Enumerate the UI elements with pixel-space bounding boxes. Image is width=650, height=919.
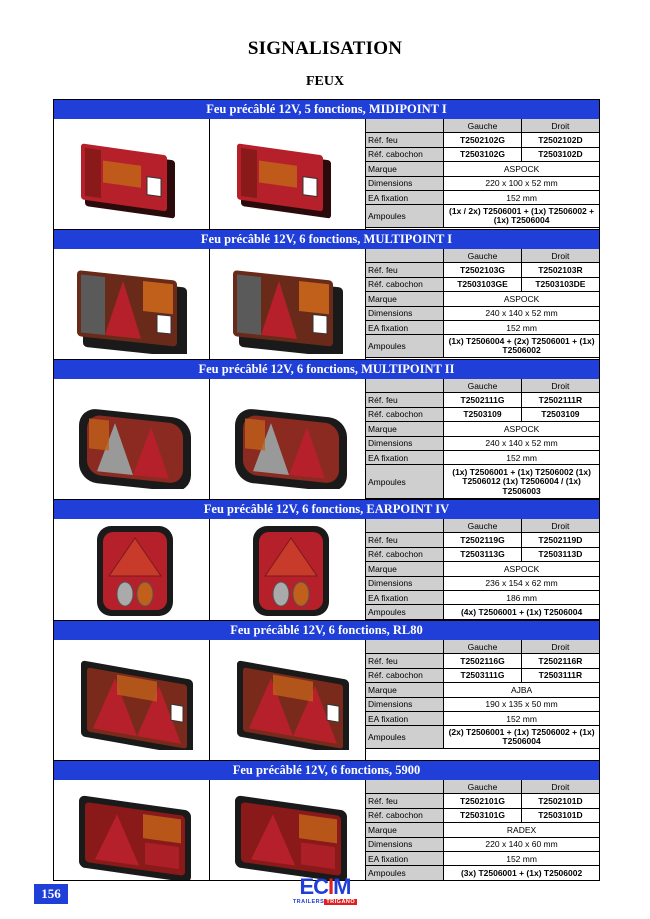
label-ref-cabochon: Réf. cabochon (366, 147, 444, 161)
product-photo-right (210, 780, 366, 880)
product-photo-right (210, 249, 366, 359)
label-marque: Marque (366, 292, 444, 306)
col-header-droit: Droit (521, 119, 599, 133)
product-row (54, 780, 599, 880)
ref-feu-gauche: T2502101G (444, 794, 522, 808)
ref-feu-gauche: T2502102G (444, 133, 522, 147)
label-ampoules: Ampoules (366, 726, 444, 749)
col-header-droit: Droit (521, 780, 599, 794)
dimensions-value: 236 x 154 x 62 mm (444, 576, 599, 590)
col-header-gauche: Gauche (444, 519, 522, 533)
page-subtitle: FEUX (305, 74, 345, 89)
ref-feu-droit: T2502102D (521, 133, 599, 147)
label-dimensions: Dimensions (366, 176, 444, 190)
tail-lamp-right-icon (213, 780, 363, 880)
ref-feu-droit: T2502116R (521, 654, 599, 668)
product-title-band: Feu précâblé 12V, 6 fonctions, EARPOINT IV (54, 499, 599, 519)
tail-lamp-left-icon (57, 520, 207, 620)
product-row (54, 379, 599, 499)
ref-feu-droit: T2502119D (521, 533, 599, 547)
marque-value: ASPOCK (444, 162, 599, 176)
tail-lamp-left-icon (57, 254, 207, 354)
dimensions-value: 190 x 135 x 50 mm (444, 697, 599, 711)
tail-lamp-right-icon (213, 254, 363, 354)
label-dimensions: Dimensions (366, 306, 444, 320)
product-photo-right (210, 119, 366, 229)
dimensions-value: 240 x 140 x 52 mm (444, 306, 599, 320)
label-dimensions: Dimensions (366, 697, 444, 711)
label-ea-fixation: EA fixation (366, 590, 444, 604)
label-ampoules: Ampoules (366, 335, 444, 358)
ecim-logo: ECIM TRAILERS TRIGANO (292, 874, 356, 905)
ref-cabochon-droit: T2503113D (521, 547, 599, 561)
label-marque: Marque (366, 422, 444, 436)
label-ref-feu: Réf. feu (366, 533, 444, 547)
label-ref-feu: Réf. feu (366, 133, 444, 147)
product-title-band: Feu précâblé 12V, 6 fonctions, MULTIPOINT I (54, 229, 599, 249)
ref-cabochon-gauche: T2503103GE (444, 277, 522, 291)
label-ampoules: Ampoules (366, 866, 444, 881)
label-marque: Marque (366, 562, 444, 576)
page-title: SIGNALISATION (247, 38, 403, 59)
ea-fixation-value: 152 mm (444, 320, 599, 334)
ea-fixation-value: 152 mm (444, 851, 599, 865)
label-ea-fixation: EA fixation (366, 190, 444, 204)
label-dimensions: Dimensions (366, 837, 444, 851)
ref-feu-gauche: T2502103G (444, 263, 522, 277)
label-ea-fixation: EA fixation (366, 320, 444, 334)
ref-cabochon-gauche: T2503113G (444, 547, 522, 561)
label-ref-feu: Réf. feu (366, 654, 444, 668)
product-row (54, 640, 599, 760)
product-photo-left (54, 519, 210, 620)
dimensions-value: 220 x 140 x 60 mm (444, 837, 599, 851)
ref-feu-droit: T2502101D (521, 794, 599, 808)
ref-cabochon-droit: T2503101D (521, 808, 599, 822)
col-header-gauche: Gauche (444, 379, 522, 393)
product-title-band: Feu précâblé 12V, 6 fonctions, 5900 (54, 760, 599, 780)
tail-lamp-left-icon (57, 650, 207, 750)
col-header-droit: Droit (521, 379, 599, 393)
product-photo-right (210, 519, 366, 620)
ampoules-value: (1x) T2506004 + (2x) T2506001 + (1x) T2506002 (444, 335, 599, 358)
spec-corner (366, 519, 444, 533)
label-ref-cabochon: Réf. cabochon (366, 808, 444, 822)
col-header-droit: Droit (521, 519, 599, 533)
col-header-droit: Droit (521, 640, 599, 654)
product-photo-left (54, 379, 210, 499)
ref-cabochon-droit: T2503102D (521, 147, 599, 161)
dimensions-value: 220 x 100 x 52 mm (444, 176, 599, 190)
label-ref-cabochon: Réf. cabochon (366, 668, 444, 682)
label-ea-fixation: EA fixation (366, 851, 444, 865)
product-title-band: Feu précâblé 12V, 6 fonctions, RL80 (54, 620, 599, 640)
dimensions-value: 240 x 140 x 52 mm (444, 436, 599, 450)
product-photo-right (210, 379, 366, 499)
spec-corner (366, 780, 444, 794)
product-photo-left (54, 249, 210, 359)
ref-cabochon-gauche: T2503109 (444, 407, 522, 421)
product-photo-right (210, 640, 366, 760)
ref-cabochon-gauche: T2503102G (444, 147, 522, 161)
tail-lamp-left-icon (57, 124, 207, 224)
product-photo-left (54, 780, 210, 880)
label-ref-feu: Réf. feu (366, 393, 444, 407)
spec-table (366, 519, 599, 620)
spec-table (366, 640, 599, 760)
label-ea-fixation: EA fixation (366, 711, 444, 725)
label-marque: Marque (366, 823, 444, 837)
marque-value: AJBA (444, 683, 599, 697)
marque-value: ASPOCK (444, 562, 599, 576)
product-photo-left (54, 640, 210, 760)
ref-cabochon-droit: T2503109 (521, 407, 599, 421)
ref-cabochon-gauche: T2503101G (444, 808, 522, 822)
ampoules-value: (3x) T2506001 + (1x) T2506002 (444, 866, 599, 881)
spec-table (366, 379, 599, 499)
ref-feu-droit: T2502111R (521, 393, 599, 407)
label-marque: Marque (366, 683, 444, 697)
product-row (54, 119, 599, 229)
label-ref-cabochon: Réf. cabochon (366, 277, 444, 291)
label-marque: Marque (366, 162, 444, 176)
spec-corner (366, 249, 444, 263)
label-ref-feu: Réf. feu (366, 263, 444, 277)
product-row (54, 249, 599, 359)
product-title-band: Feu précâblé 12V, 5 fonctions, MIDIPOINT I (54, 99, 599, 119)
ref-cabochon-gauche: T2503111G (444, 668, 522, 682)
marque-value: ASPOCK (444, 422, 599, 436)
spec-table (366, 249, 599, 359)
ea-fixation-value: 152 mm (444, 450, 599, 464)
ampoules-value: (2x) T2506001 + (1x) T2506002 + (1x) T2506004 (444, 726, 599, 749)
label-ampoules: Ampoules (366, 205, 444, 228)
ea-fixation-value: 152 mm (444, 190, 599, 204)
tail-lamp-right-icon (213, 389, 363, 489)
label-ref-cabochon: Réf. cabochon (366, 547, 444, 561)
ref-feu-gauche: T2502111G (444, 393, 522, 407)
page-number: 156 (34, 884, 68, 904)
ampoules-value: (4x) T2506001 + (1x) T2506004 (444, 605, 599, 620)
ref-feu-droit: T2502103R (521, 263, 599, 277)
ampoules-value: (1x) T2506001 + (1x) T2506002 (1x) T2506012 (1x) T2506004 / (1x) T2506003 (444, 465, 599, 499)
spec-table (366, 780, 599, 880)
label-ea-fixation: EA fixation (366, 450, 444, 464)
spec-corner (366, 640, 444, 654)
label-ampoules: Ampoules (366, 465, 444, 499)
label-ampoules: Ampoules (366, 605, 444, 620)
spec-corner (366, 119, 444, 133)
ref-feu-gauche: T2502116G (444, 654, 522, 668)
col-header-gauche: Gauche (444, 119, 522, 133)
tail-lamp-right-icon (213, 650, 363, 750)
product-title-band: Feu précâblé 12V, 6 fonctions, MULTIPOINT II (54, 359, 599, 379)
label-dimensions: Dimensions (366, 436, 444, 450)
product-row (54, 519, 599, 620)
marque-value: ASPOCK (444, 292, 599, 306)
col-header-gauche: Gauche (444, 780, 522, 794)
label-ref-feu: Réf. feu (366, 794, 444, 808)
label-dimensions: Dimensions (366, 576, 444, 590)
product-catalog (53, 99, 600, 881)
ref-cabochon-droit: T2503103DE (521, 277, 599, 291)
marque-value: RADEX (444, 823, 599, 837)
product-photo-left (54, 119, 210, 229)
tail-lamp-right-icon (213, 124, 363, 224)
ea-fixation-value: 186 mm (444, 590, 599, 604)
col-header-droit: Droit (521, 249, 599, 263)
spec-table (366, 119, 599, 229)
ea-fixation-value: 152 mm (444, 711, 599, 725)
col-header-gauche: Gauche (444, 249, 522, 263)
spec-corner (366, 379, 444, 393)
ampoules-value: (1x / 2x) T2506001 + (1x) T2506002 + (1x) T2506004 (444, 205, 599, 228)
ref-feu-gauche: T2502119G (444, 533, 522, 547)
ref-cabochon-droit: T2503111R (521, 668, 599, 682)
tail-lamp-left-icon (57, 780, 207, 880)
tail-lamp-left-icon (57, 389, 207, 489)
label-ref-cabochon: Réf. cabochon (366, 407, 444, 421)
col-header-gauche: Gauche (444, 640, 522, 654)
tail-lamp-right-icon (213, 520, 363, 620)
